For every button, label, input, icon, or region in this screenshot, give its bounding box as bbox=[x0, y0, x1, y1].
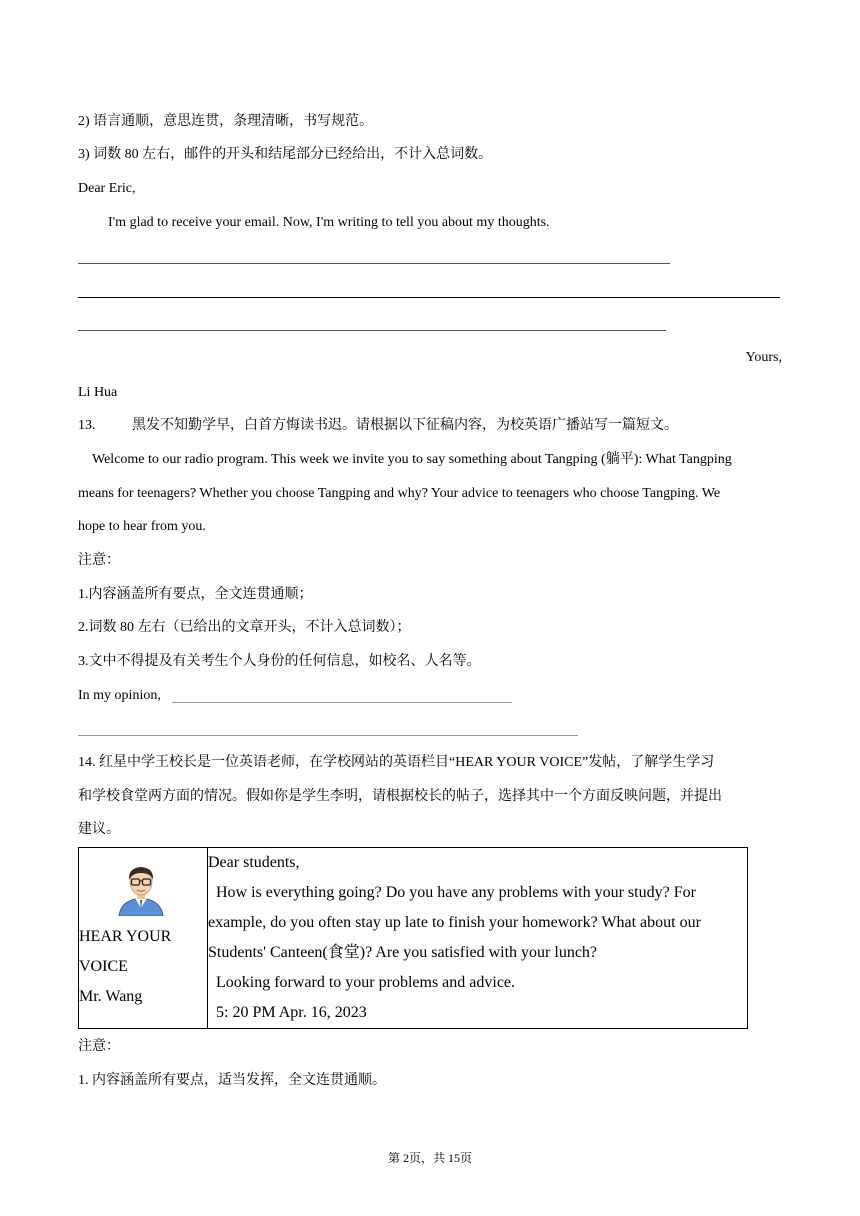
letter-closing: Yours, bbox=[745, 350, 782, 365]
q14-note-1: 1. 内容涵盖所有要点，适当发挥，全文连贯通顺。 bbox=[78, 1073, 386, 1088]
answer-line-2 bbox=[78, 297, 780, 298]
q13-starter-blank bbox=[172, 702, 512, 703]
post-greeting: Dear students, bbox=[208, 854, 300, 871]
column-name-line-2: VOICE bbox=[79, 958, 128, 975]
q13-note-1: 1.内容涵盖所有要点，全文连贯通顺； bbox=[78, 587, 313, 602]
post-body-line-1: How is everything going? Do you have any problems with your study? For bbox=[216, 884, 696, 901]
column-name-line-1: HEAR YOUR bbox=[79, 928, 172, 945]
post-body-line-3: Students' Canteen(食堂)? Are you satisfied with your lunch? bbox=[208, 944, 598, 961]
letter-salutation: Dear Eric, bbox=[78, 181, 136, 196]
q13-note-2: 2.词数 80 左右（已给出的文章开头，不计入总词数）； bbox=[78, 620, 411, 635]
q13-note-3: 3.文中不得提及有关考生个人身份的任何信息，如校名、人名等。 bbox=[78, 654, 481, 669]
requirement-2: 2) 语言通顺，意思连贯，条理清晰，书写规范。 bbox=[78, 114, 374, 129]
q14-notes-title: 注意： bbox=[78, 1039, 120, 1054]
q14-line-2: 和学校食堂两方面的情况。假如你是学生李明，请根据校长的帖子，选择其中一个方面反映问题，并提出 bbox=[78, 789, 722, 804]
post-timestamp: 5: 20 PM Apr. 16, 2023 bbox=[216, 1004, 367, 1021]
q13-prompt-line-3: hope to hear from you. bbox=[78, 519, 206, 534]
q13-prompt-line-2: means for teenagers? Whether you choose Tangping and why? Your advice to teenagers who choose Tangping. We bbox=[78, 486, 721, 501]
q13-instruction: 黑发不知勤学早，白首方悔读书迟。请根据以下征稿内容，为校英语广播站写一篇短文。 bbox=[132, 418, 678, 433]
principal-post-table bbox=[78, 847, 748, 1029]
teacher-avatar-icon bbox=[113, 860, 169, 916]
post-body-line-2: example, do you often stay up late to finish your homework? What about our bbox=[208, 914, 701, 931]
letter-signature: Li Hua bbox=[78, 385, 118, 400]
q13-notes-title: 注意： bbox=[78, 553, 120, 568]
answer-line-3 bbox=[78, 330, 666, 331]
q13-starter: In my opinion, bbox=[78, 688, 161, 703]
letter-opening: I'm glad to receive your email. Now, I'm writing to tell you about my thoughts. bbox=[108, 215, 550, 230]
answer-line-1 bbox=[78, 263, 670, 264]
q14-line-1: 14. 红星中学王校长是一位英语老师，在学校网站的英语栏目“HEAR YOUR VOICE”发帖，了解学生学习 bbox=[78, 755, 715, 770]
page-footer: 第 2页，共 15页 bbox=[387, 1151, 472, 1165]
post-body-line-4: Looking forward to your problems and advice. bbox=[216, 974, 516, 991]
post-author: Mr. Wang bbox=[79, 988, 143, 1005]
post-author-cell bbox=[79, 848, 208, 1029]
post-body-cell bbox=[208, 848, 748, 1029]
q13-prompt-line-1: Welcome to our radio program. This week we invite you to say something about Tangping (躺平): What Tangping bbox=[92, 452, 732, 467]
q14-line-3: 建议。 bbox=[78, 822, 120, 837]
q13-number: 13. bbox=[78, 418, 96, 433]
requirement-3: 3) 词数 80 左右，邮件的开头和结尾部分已经给出，不计入总词数。 bbox=[78, 147, 493, 162]
q13-answer-line bbox=[78, 735, 578, 736]
